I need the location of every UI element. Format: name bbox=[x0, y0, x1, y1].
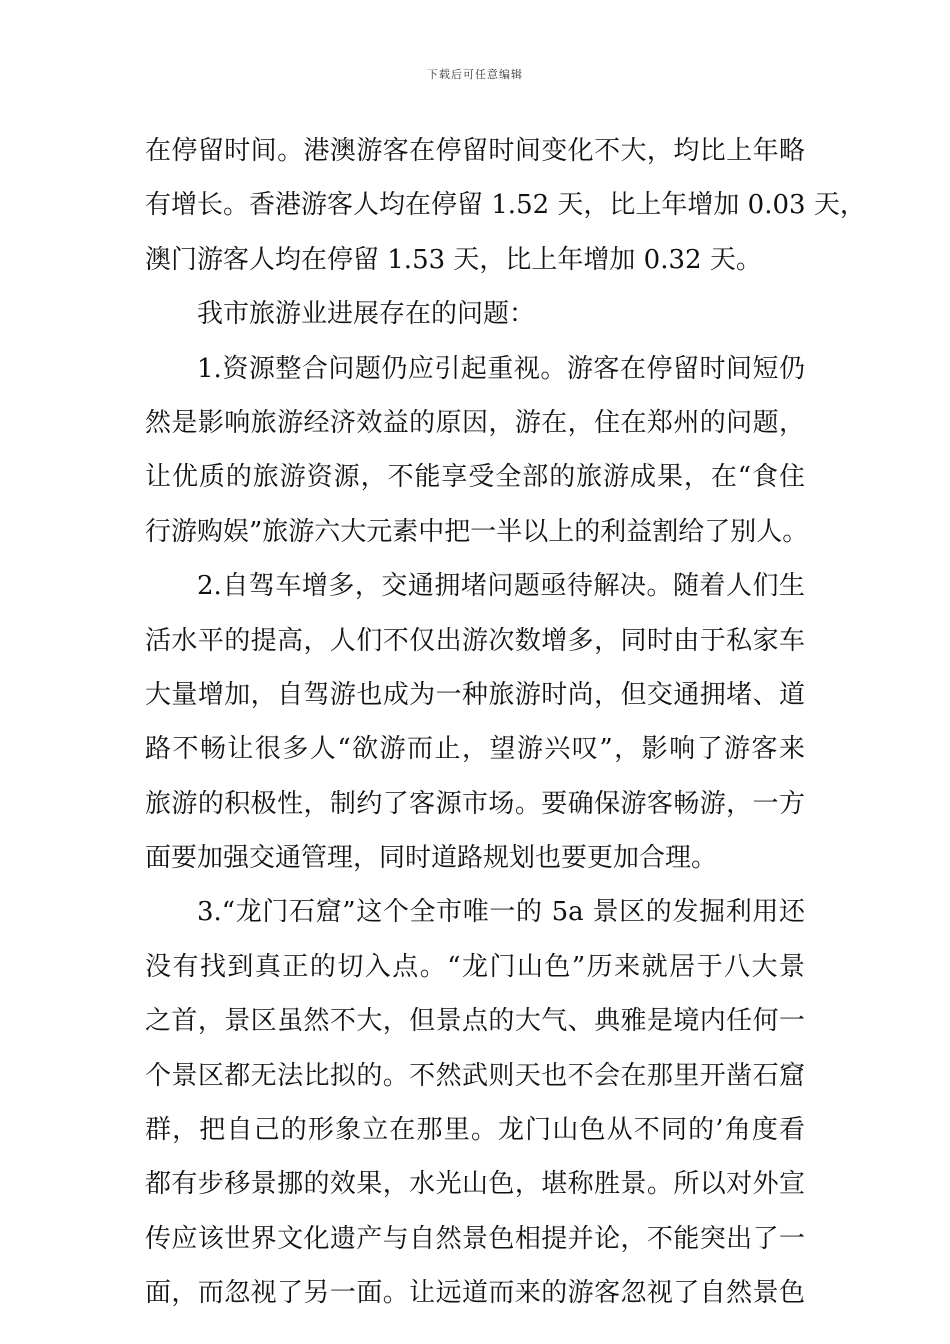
body-text bbox=[145, 124, 866, 1321]
text-line: 1.资源整合问题仍应引起重视。游客在停留时间短仍 bbox=[197, 353, 805, 384]
text-line: 活水平的提高，人们不仅出游次数增多，同时由于私家车 bbox=[145, 625, 805, 656]
text-line: 有增长。香港游客人均在停留 1.52 天，比上年增加 0.03 天， bbox=[145, 190, 866, 221]
text-line: 都有步移景挪的效果，水光山色，堪称胜景。所以对外宣 bbox=[145, 1169, 805, 1200]
text-line: 面要加强交通管理，同时道路规划也要更加合理。 bbox=[145, 843, 718, 874]
text-line: 3.“龙门石窟”这个全市唯一的 5a 景区的发掘利用还 bbox=[197, 897, 805, 928]
text-line: 行游购娱”旅游六大元素中把一半以上的利益割给了别人。 bbox=[145, 516, 809, 547]
text-line: 大量增加，自驾游也成为一种旅游时尚，但交通拥堵、道 bbox=[145, 679, 805, 710]
text-line: 旅游的积极性，制约了客源市场。要确保游客畅游，一方 bbox=[145, 788, 805, 819]
section-heading: 我市旅游业进展存在的问题： bbox=[197, 299, 536, 330]
text-line: 传应该世界文化遗产与自然景色相提并论，不能突出了一 bbox=[145, 1223, 805, 1254]
text-line: 面，而忽视了另一面。让远道而来的游客忽视了自然景色 bbox=[145, 1278, 805, 1309]
text-line: 群，把自己的形象立在那里。龙门山色从不同的’角度看 bbox=[145, 1115, 805, 1146]
text-line: 没有找到真正的切入点。“龙门山色”历来就居于八大景 bbox=[145, 951, 805, 982]
text-line: 2.自驾车增多，交通拥堵问题亟待解决。随着人们生 bbox=[197, 571, 805, 602]
text-line: 个景区都无法比拟的。不然武则天也不会在那里开凿石窟 bbox=[145, 1060, 805, 1091]
text-line: 澳门游客人均在停留 1.53 天，比上年增加 0.32 天。 bbox=[145, 244, 762, 275]
text-line: 之首，景区虽然不大，但景点的大气、典雅是境内任何一 bbox=[145, 1006, 805, 1037]
text-line: 路不畅让很多人“欲游而止，望游兴叹”，影响了游客来 bbox=[145, 734, 805, 765]
text-line: 让优质的旅游资源，不能享受全部的旅游成果，在“食住 bbox=[145, 462, 805, 493]
text-line: 然是影响旅游经济效益的原因，游在，住在郑州的问题， bbox=[145, 407, 805, 438]
text-line: 在停留时间。港澳游客在停留时间变化不大，均比上年略 bbox=[145, 136, 805, 166]
header-note: 下载后可任意编辑 bbox=[427, 68, 523, 81]
